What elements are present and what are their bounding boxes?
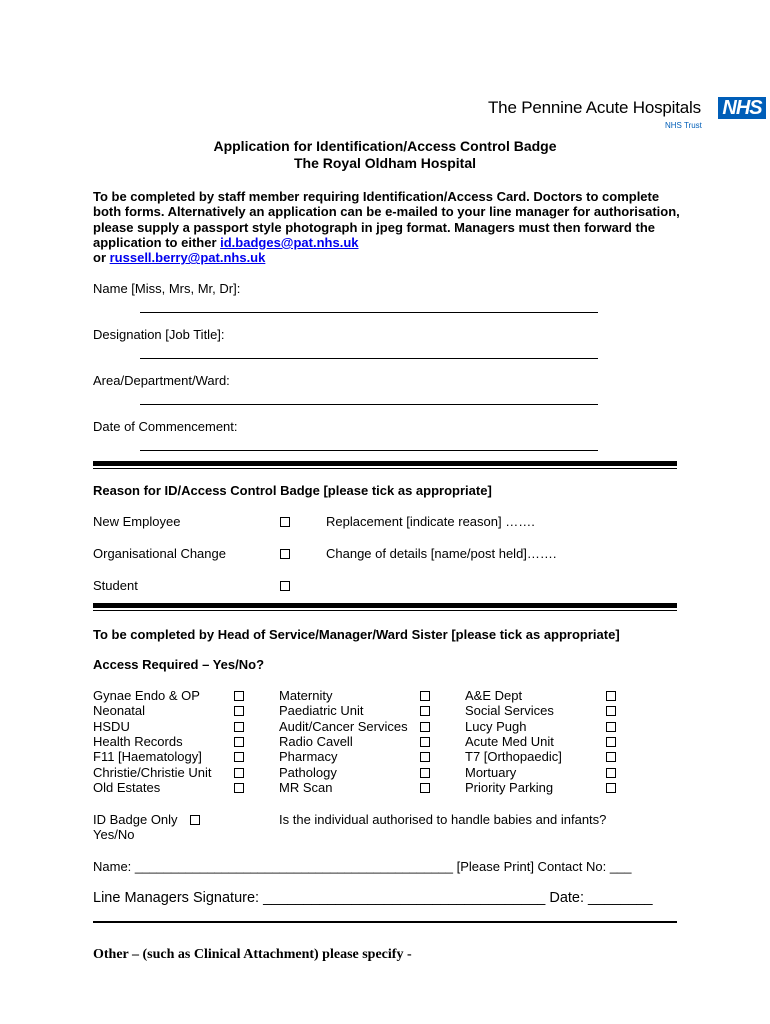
id-badge-only-label: ID Badge Only — [93, 812, 178, 827]
access-item: Gynae Endo & OP — [93, 688, 200, 703]
org-change-checkbox[interactable] — [280, 549, 290, 559]
access-item: Paediatric Unit — [279, 703, 364, 718]
access-item: Maternity — [279, 688, 333, 703]
area-input-line[interactable] — [140, 404, 598, 405]
access-heading: Access Required – Yes/No? — [93, 657, 265, 672]
student-label: Student — [93, 578, 138, 593]
new-employee-label: New Employee — [93, 514, 181, 529]
hospital-title: The Royal Oldham Hospital — [293, 155, 477, 171]
replacement-label: Replacement [indicate reason] ……. — [326, 514, 535, 529]
access-checkbox[interactable] — [420, 737, 430, 747]
access-item: Pharmacy — [279, 749, 338, 764]
access-checkbox[interactable] — [606, 722, 616, 732]
access-checkbox[interactable] — [420, 752, 430, 762]
access-checkbox[interactable] — [234, 752, 244, 762]
access-item: MR Scan — [279, 780, 333, 795]
new-employee-checkbox[interactable] — [280, 517, 290, 527]
access-checkbox[interactable] — [234, 737, 244, 747]
access-checkbox[interactable] — [606, 783, 616, 793]
access-checkbox[interactable] — [234, 783, 244, 793]
email-link-badges[interactable]: id.badges@pat.nhs.uk — [220, 234, 359, 250]
access-item: HSDU — [93, 719, 130, 734]
name-contact-line[interactable]: Name: ____________________________________________ [Please Print] Contact No: ___ — [93, 859, 632, 874]
access-checkbox[interactable] — [234, 691, 244, 701]
section-divider-2-thin — [93, 610, 677, 611]
yes-no-label: Yes/No — [93, 827, 135, 842]
access-checkbox[interactable] — [606, 737, 616, 747]
access-item: Lucy Pugh — [465, 719, 527, 734]
access-checkbox[interactable] — [420, 691, 430, 701]
form-title: Application for Identification/Access Control Badge — [213, 138, 557, 154]
access-item: A&E Dept — [465, 688, 523, 703]
org-name: The Pennine Acute Hospitals — [488, 98, 701, 117]
email-link-russell[interactable]: russell.berry@pat.nhs.uk — [109, 250, 266, 266]
nhs-trust-label: NHS Trust — [665, 121, 702, 130]
access-checkbox[interactable] — [420, 706, 430, 716]
access-item: Neonatal — [93, 703, 146, 718]
access-checkbox[interactable] — [234, 706, 244, 716]
other-specify: Other – (such as Clinical Attachment) please specify - — [93, 947, 412, 962]
nhs-logo: NHS — [718, 97, 766, 119]
section-divider-3 — [93, 921, 677, 923]
access-item: Mortuary — [465, 765, 517, 780]
access-item: Priority Parking — [465, 780, 554, 795]
designation-input-line[interactable] — [140, 358, 598, 359]
change-details-label: Change of details [name/post held]……. — [326, 546, 557, 561]
access-checkbox[interactable] — [234, 768, 244, 778]
access-checkbox[interactable] — [420, 722, 430, 732]
manager-heading: To be completed by Head of Service/Manager/Ward Sister [please tick as appropriate] — [93, 627, 620, 642]
intro-text: To be completed by staff member requiring Identification/Access Card. Doctors to complete both forms. Alternatively an application can be e-mailed to your line manager for authorisation, please supply a passport style photograph in jpeg format. Managers must then forward the application to either id.badges@pat.nhs.uk or russell.berry@pat.nhs.uk — [93, 189, 680, 266]
section-divider-thin — [93, 468, 677, 469]
section-divider-2 — [93, 603, 677, 608]
access-item: Pathology — [279, 765, 337, 780]
access-checkbox[interactable] — [234, 722, 244, 732]
section-divider — [93, 461, 677, 466]
access-item: Health Records — [93, 734, 183, 749]
access-checkbox[interactable] — [420, 768, 430, 778]
designation-label: Designation [Job Title]: — [93, 327, 225, 342]
date-input-line[interactable] — [140, 450, 598, 451]
access-item: T7 [Orthopaedic] — [465, 749, 562, 764]
access-item: F11 [Haematology] — [93, 749, 202, 764]
id-badge-only-checkbox[interactable] — [190, 815, 200, 825]
access-item: Christie/Christie Unit — [93, 765, 212, 780]
signature-date-line[interactable]: Line Managers Signature: ___________________________________ Date: ________ — [93, 890, 653, 906]
access-checkbox[interactable] — [606, 768, 616, 778]
org-change-label: Organisational Change — [93, 546, 226, 561]
access-item: Acute Med Unit — [465, 734, 554, 749]
name-input-line[interactable] — [140, 312, 598, 313]
access-item: Radio Cavell — [279, 734, 353, 749]
access-item: Social Services — [465, 703, 554, 718]
access-checkbox[interactable] — [606, 691, 616, 701]
date-label: Date of Commencement: — [93, 419, 238, 434]
access-checkbox[interactable] — [420, 783, 430, 793]
access-checkbox[interactable] — [606, 752, 616, 762]
babies-question: Is the individual authorised to handle babies and infants? — [279, 812, 607, 827]
access-item: Audit/Cancer Services — [279, 719, 408, 734]
name-label: Name [Miss, Mrs, Mr, Dr]: — [93, 281, 241, 296]
access-item: Old Estates — [93, 780, 161, 795]
student-checkbox[interactable] — [280, 581, 290, 591]
area-label: Area/Department/Ward: — [93, 373, 230, 388]
reason-heading: Reason for ID/Access Control Badge [please tick as appropriate] — [93, 483, 492, 498]
access-checkbox[interactable] — [606, 706, 616, 716]
